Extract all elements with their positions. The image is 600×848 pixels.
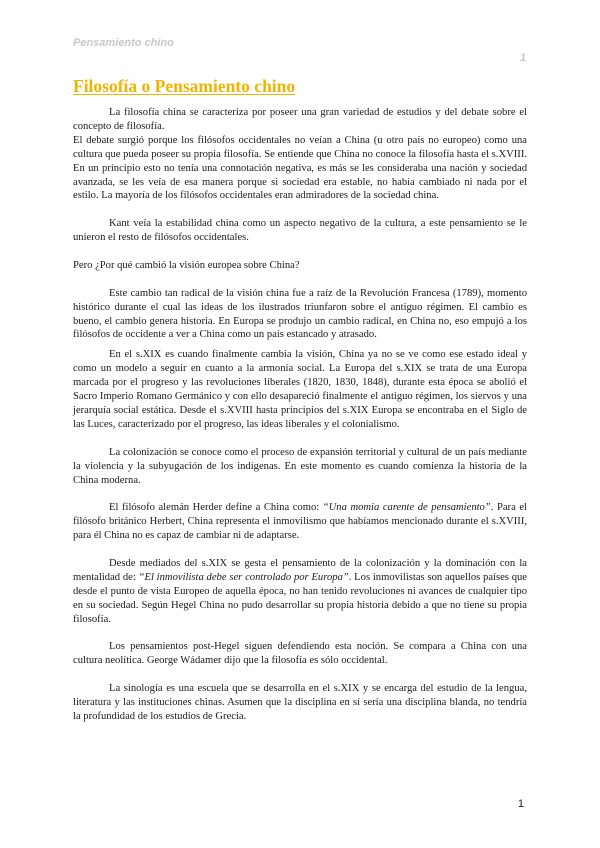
paragraph-domination-text-a: Desde mediados del s.XIX se gesta el pensamiento de la colonización y la dominación con la mentalidad de:: [73, 557, 527, 583]
paragraph-kant: Kant veía la estabilidad china como un aspecto negativo de la cultura, a este pensamiento se le unieron el resto de filósofos occidentales.: [73, 218, 527, 244]
running-header-title: Pensamiento chino: [73, 37, 174, 49]
document-body: [73, 106, 527, 724]
paragraph-question: Pero ¿Por qué cambió la visión europea sobre China?: [73, 259, 300, 271]
paragraph-domination-text-b: . Los inmovilistas son aquellos países que desde el punto de vista Europeo de aquella época, no han tenido revoluciones ni avances de cualquier tipo en su sociedad. Según Hegel China no pudo desarrollar su propia historia debido a que no tiene su propia filosofía.: [73, 571, 528, 625]
paragraph-debate: El debate surgió porque los filósofos occidentales no veían a China (u otro país no europeo) como una cultura que pueda poseer su propia filosofía. Se entiende que China no conoce la filosofía hasta el s.XVIII. En un principio esto no tenía una connotación negativa, es más se les consideraba una nación y sociedad avanzada, se les veía de esa manera porque si sociedad era estable, no había cambiado ni nada por el estilo. La mayoría de los filósofos occidentales eran admiradores de la sociedad china.: [73, 134, 527, 202]
paragraph-herder-text-b: . Para el filósofo británico Herbert, China representa el inmovilismo que habíamos mencionado durante el s.XVIII, para él China no es capaz de cambiar ni de adaptarse.: [73, 502, 527, 542]
running-header-page-number: 1: [519, 52, 526, 64]
document-title: Filosofía o Pensamiento chino: [73, 76, 296, 96]
footer-page-number: 1: [517, 798, 524, 810]
paragraph-herder-text-a: El filósofo alemán Herder define a China como:: [109, 502, 323, 514]
herder-quote: “Una momia carente de pensamiento”: [322, 502, 491, 514]
paragraph-intro: La filosofía china se caracteriza por poseer una gran variedad de estudios y del debate sobre el concepto de filosofía.: [73, 107, 527, 132]
paragraph-post-hegel: Los pensamientos post-Hegel siguen defendiendo esta noción. Se compara a China con una cultura neolítica. George Wádamer dijo que la filosofía es sólo occidental.: [73, 641, 527, 667]
paragraph-domination: [73, 557, 527, 627]
paragraph-revolution: Este cambio tan radical de la visión china fue a raíz de la Revolución Francesa (1789), momento histórico durante el cual las ideas de los ilustrados triunfaron sobre el antiguo régimen. El cambio es bueno, el cambio genera historia. En Europa se produjo un cambio radical, en China no, eso empujó a los filósofos de occidente a ver a China como un país estancado y atrasado.: [73, 287, 527, 341]
paragraph-xix-century: En el s.XIX es cuando finalmente cambia la visión, China ya no se ve como ese estado ideal y como un modelo a seguir en cuanto a la armonía social. La Europa del s.XIX se trata de una Europa marcada por el progreso y las revoluciones liberales (1820, 1830, 1848), durante esta época se abolió el Sacro Imperio Romano Germánico y con ello desapareció finalmente el antiguo régimen, los siervos y una jerarquía social estática. Desde el s.XVIII hasta principios del s.XIX Europa se encontraba en el Siglo de las Luces, caracterizado por el progreso, las ideas liberales y el colonialismo.: [73, 349, 527, 430]
paragraph-sinology: La sinología es una escuela que se desarrolla en el s.XIX y se encarga del estudio de la lengua, literatura y las instituciones chinas. Asumen que la disciplina en sí sería una disciplina blanda, no tendría la profundidad de los estudios de Grecia.: [73, 683, 527, 722]
immobilist-quote: “El inmovilista debe ser controlado por Europa”: [138, 571, 349, 583]
paragraph-herder: [73, 501, 527, 543]
paragraph-colonization: La colonización se conoce como el proceso de expansión territorial y cultural de un país mediante la violencia y la subyugación de los indígenas. En este momento es cuando comienza la historia de la China moderna.: [73, 446, 527, 486]
